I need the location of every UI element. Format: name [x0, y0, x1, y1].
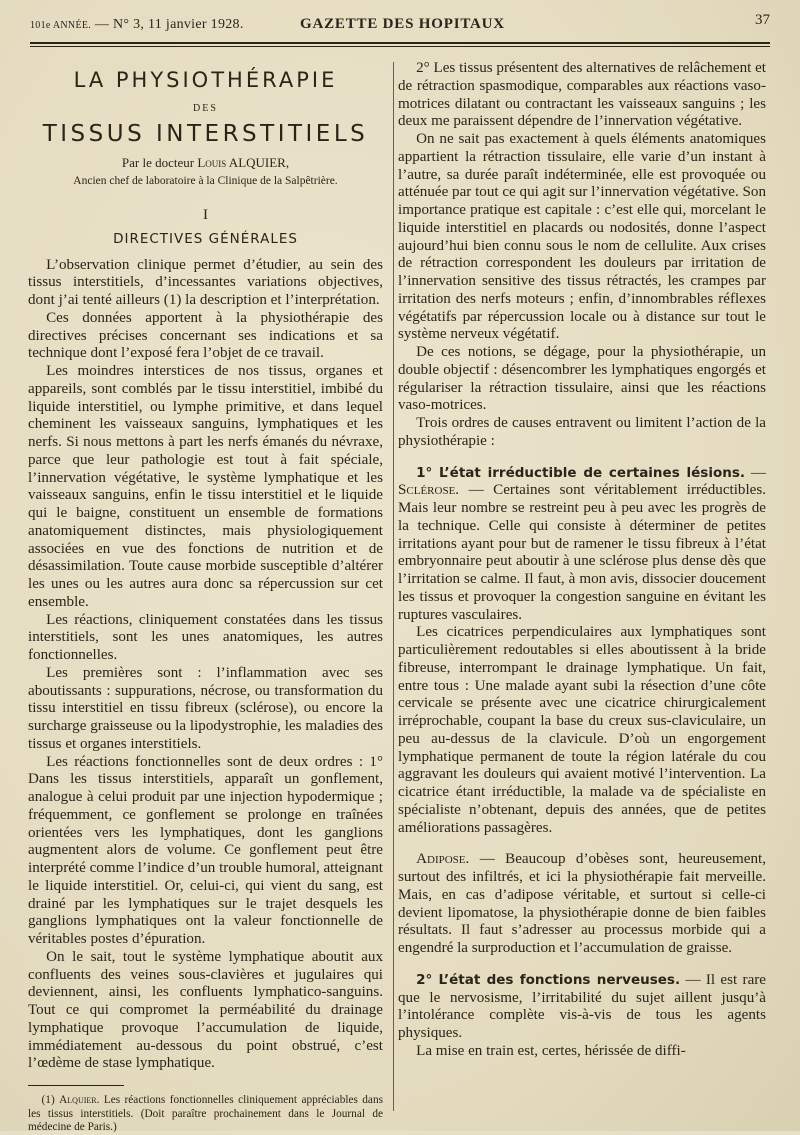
paragraph: 2° Les tissus présentent des alternatives de relâchement et de rétraction spasmodique, comparables aux réactions vaso-motrices dilatant ou contractant les vaisseaux sanguins ; les deux me paraissent dépendre de l’innervation végétative.: [398, 60, 766, 130]
byline-prefix: Par le docteur: [121, 155, 195, 171]
article-title-line1: LA PHYSIOTHÉRAPIE: [73, 68, 338, 92]
section-numeral: I: [203, 207, 208, 223]
author-affiliation: Ancien chef de laboratoire à la Clinique de la Salpêtrière.: [73, 175, 338, 188]
footnote: [28, 1094, 383, 1135]
adipose-paragraph: [398, 851, 766, 958]
paragraph: Les réactions, cliniquement constatées dans les tissus interstitiels, sont les unes anatomiques, les autres fonctionnelles.: [28, 611, 383, 663]
adipose-label: Adipose.: [416, 851, 470, 868]
paragraph: Les moindres interstices de nos tissus, organes et appareils, sont comblés par le tissu interstitiel, imbibé du liquide interstitiel, ou lymphe primitive, et dans lequel cheminent les vaisseaux sanguins, lymphatiques et les nerfs. Si nous mettons à part les nerfs émanés du névraxe, parce que leur pathologie est tout à fait spéciale, l’innervation végétative, le système lymphatique et les vaisseaux sanguins, enfin le tissu interstitiel et le liquide qui le baigne, constituent un ensemble de formations anatomiquement distinctes, mais physiologiquement associées en vue des fonctions de nutrition et de désassimilation. Toute cause morbide susceptible d’altérer les unes ou les autres aura donc sa répercussion sur cet ensemble.: [28, 363, 383, 610]
byline: [28, 155, 383, 171]
paragraph: Les réactions fonctionnelles sont de deux ordres : 1° Dans les tissus interstitiels, apparaît un gonflement, analogue à celui produit par une injection hypodermique ; fréquemment, ce gonflement se prolonge en traînées orientées vers les lymphatiques, dont les ganglions augmentent alors de volume. Ce gonflement peut être interprété comme l’indice d’un trouble humoral, atteignant le liquide interstitiel. Or, celui-ci, qui vient du sang, est drainé par les lymphatiques sur le trajet desquels les ganglions lymphatiques ont la valeur fonctionnelle de véritables postes d’épuration.: [28, 753, 383, 947]
article-title-des: DES: [193, 102, 218, 114]
footnote-marker: (1): [41, 1094, 55, 1106]
issue-number: — N° 3, 11 janvier 1928.: [94, 17, 244, 32]
footnote-rule: [28, 1085, 124, 1086]
paragraph: Les premières sont : l’inflammation avec ses aboutissants : suppurations, nécrose, ou transformation du tissu interstitiel en tissu fibreux (sclérose), ou encore la surcharge graisseuse ou la lipodystrophie, les maladies des tissus et organes interstitiels.: [28, 664, 383, 752]
cause-2-paragraph: [398, 972, 766, 1043]
header-rule-thin: [30, 46, 770, 47]
page-header: [30, 10, 770, 38]
author-name: Louis ALQUIER,: [197, 155, 290, 171]
year-label: 101e ANNÉE.: [30, 20, 92, 31]
journal-name: GAZETTE DES HOPITAUX: [300, 16, 505, 32]
footnote-text: Les réactions fonctionnelles cliniquement appréciables dans les tissus interstitiels. (Doit paraître prochainement dans le Journal de médecine de Paris.): [28, 1094, 383, 1133]
paragraph: Ces données apportent à la physiothérapie des directives précises concernant ses indications et sa technique dont l’exposé fera l’objet de ce travail.: [28, 309, 383, 362]
cause-1-text: — Certaines sont véritablement irréductibles. Mais leur nombre se restreint peu à peu avec les progrès de la technique. Celle qui consiste à déterminer de petites irritations ayant pour but de ramener le tissu fibreux à l’état embryonnaire peut aboutir à une sclérose plus dense dès que l’irritation se calme. Il faut, à mon avis, dissocier doucement les tissus et provoquer la congestion sanguine en évitant les ruptures vasculaires.: [398, 482, 766, 623]
cause-1-title: 1° L’état irréductible de certaines lésions.: [416, 464, 746, 481]
paragraph: De ces notions, se dégage, pour la physiothérapie, un double objectif : désencombrer les lymphatiques engorgés et régulariser la rétraction tissulaire, ainsi que les réactions vaso-motrices.: [398, 344, 766, 414]
right-column: [398, 60, 766, 1061]
paragraph: Trois ordres de causes entravent ou limitent l’action de la physiothérapie :: [398, 415, 766, 449]
paragraph: On ne sait pas exactement à quels éléments anatomiques appartient la rétraction tissulaire, elle varie d’un instant à l’autre, sa durée paraît indéterminée, elle est provoquée ou atténuée par tout ce qui agit sur l’innervation végétative. Son importance pratique est capitale : c’est elle qui, morcelant le liquide interstitiel en placards ou nodosités, donne l’aspect aujourd’hui bien connu sous le nom de cellulite. Aux crises de rétraction correspondent les douleurs par irritation de l’innervation sensitive des tissus rétractés, les crampes par irritation des nerfs moteurs ; enfin, d’innombrables réflexes végétatifs par répercussion locale ou à distance sur tout le système nerveux végétatif.: [398, 131, 766, 343]
cause-2-text: — Il est rare que le nervosisme, l’irritabilité du sujet aillent jusqu’à l’intolérance complète vis-à-vis de tous les agents physiques.: [398, 971, 766, 1041]
adipose-text: — Beaucoup d’obèses sont, heureusement, surtout des infiltrés, et ici la physiothérapie fait merveille. Mais, en cas d’adipose véritable, et surtout si celle-ci devient lipomatose, la physiothérapie donne de bien faibles résultats. Il faut s’adresser au processus morbide qui a engendré la surproduction et l’accumulation de graisse.: [398, 851, 766, 956]
cause-2-title: 2° L’état des fonctions nerveuses.: [416, 971, 681, 988]
spacer: [398, 958, 766, 972]
paragraph: La mise en train est, certes, hérissée de diffi-: [416, 1042, 686, 1059]
cause-1-paragraph: 1° L’état irréductible de certaines lésions. — Sclérose. — Certaines sont véritablement irréductibles. Mais leur nombre se restreint peu à peu avec les progrès de la technique. Celle qui consiste à déterminer de petites irritations ayant pour but de ramener le tissu fibreux à l’état embryonnaire peut aboutir à une sclérose plus dense dès que l’irritation se calme. Il faut, à mon avis, dissocier doucement les tissus et provoquer la congestion sanguine en évitant les ruptures vasculaires.: [398, 464, 766, 623]
spacer: [398, 451, 766, 465]
paragraph: Les cicatrices perpendiculaires aux lymphatiques sont particulièrement redoutables si elles aboutissent à la bride fibreuse, interrompant le drainage lymphatique. Un fait, entre tous : Une malade ayant subi la résection d’une côte cervicale se présente avec une cicatrice chirurgicalement irréprochable, coupant la base du creux sus-claviculaire, un peu au-dessus de la clavicule. D’où un engorgement lymphatique permanent de toute la région latérale du cou aggravant les douleurs qui avaient motivé l’intervention. La cicatrice étant irréductible, la malade va de spécialiste en spécialiste n’obtenant, depuis des années, que de petites améliorations passagères.: [398, 624, 766, 836]
spacer: [398, 837, 766, 851]
column-separator: [393, 62, 394, 1111]
footnote-author: Alquier.: [59, 1094, 100, 1106]
cause-1-sub-label: Sclérose.: [398, 482, 460, 499]
paragraph: On le sait, tout le système lymphatique aboutit aux confluents des veines sous-clavières et jugulaires qui deviennent, ainsi, les confluents lymphatico-sanguins. Tout ce qui compromet la perméabilité du drainage lymphatique provoque l’accumulation de liquide, immédiatement au-dessous du point obstrué, c’est l’œdème de stase lymphatique.: [28, 948, 383, 1072]
header-rule-thick: [30, 42, 770, 44]
article-title-line2: TISSUS INTERSTITIELS: [42, 120, 369, 147]
paragraph: L’observation clinique permet d’étudier, au sein des tissus interstitiels, d’incessantes variations objectives, dont j’ai tenté ailleurs (1) la description et l’interprétation.: [28, 256, 383, 308]
page-number: 37: [755, 12, 770, 28]
left-column: [28, 60, 383, 1135]
section-title: DIRECTIVES GÉNÉRALES: [113, 230, 298, 247]
issue-info: [30, 17, 244, 33]
